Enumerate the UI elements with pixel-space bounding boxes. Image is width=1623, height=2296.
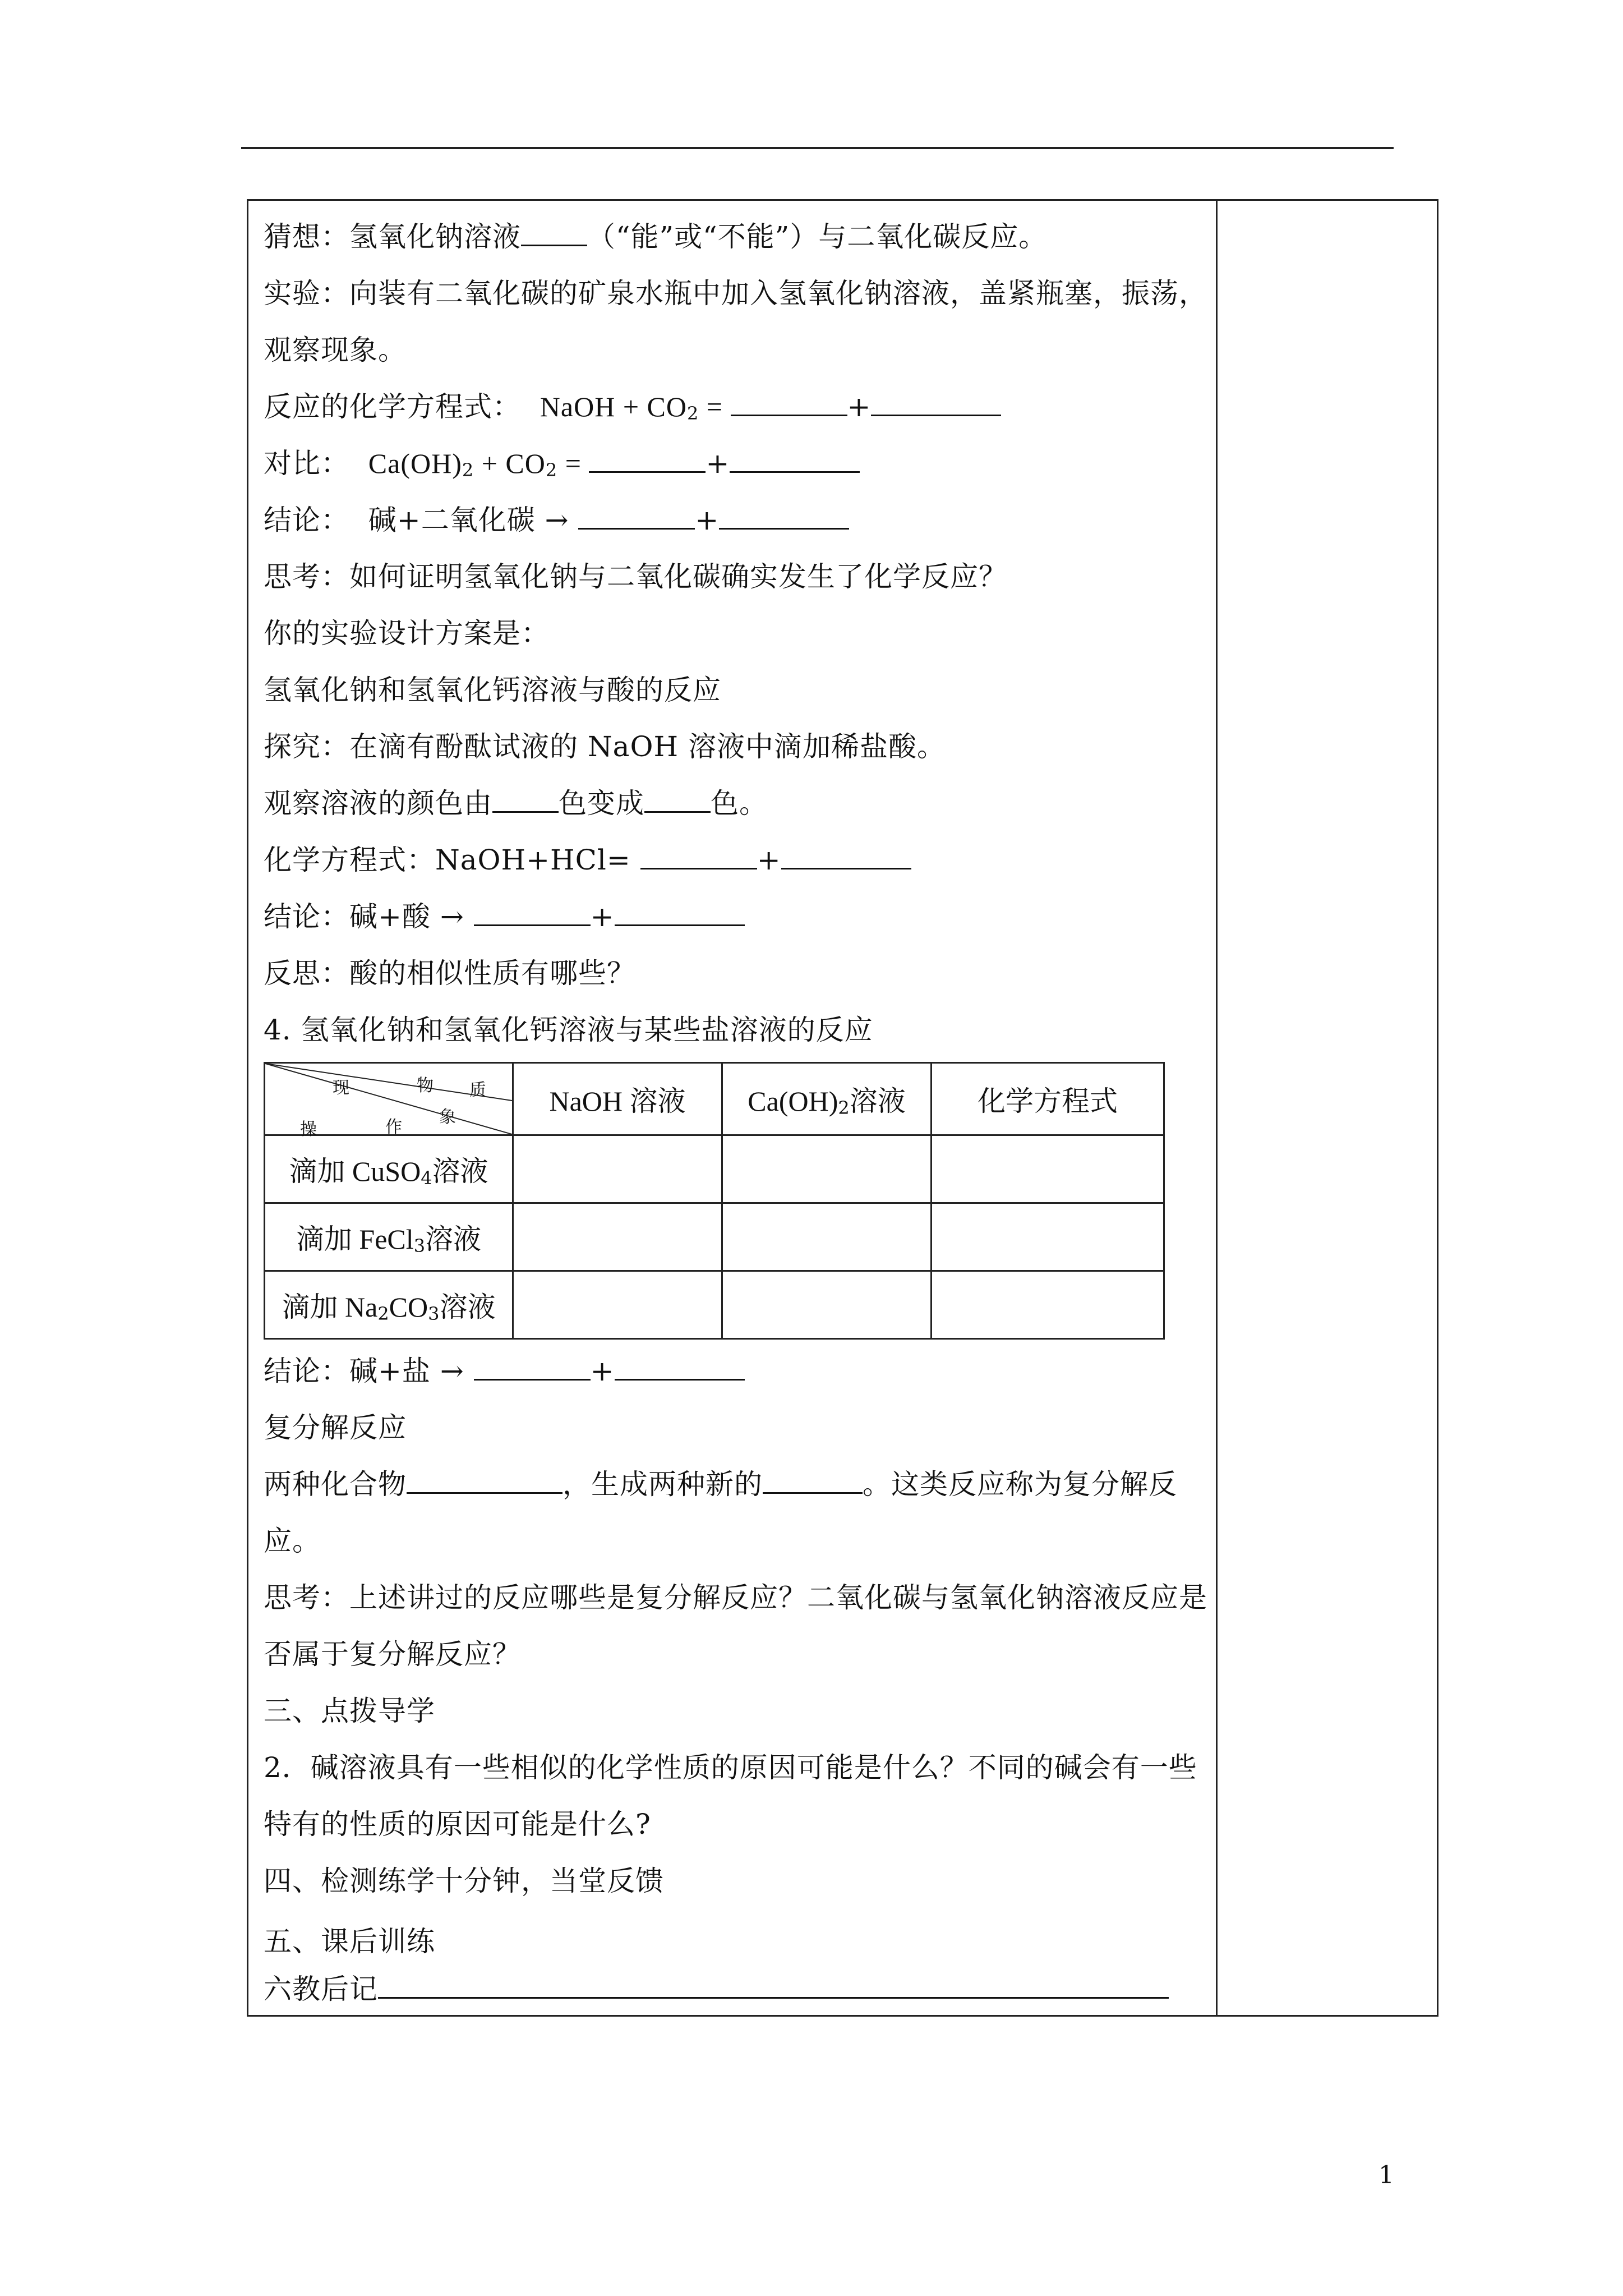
- section-double-decomposition: 复分解反应: [264, 1411, 407, 1444]
- table-header-row: [265, 1063, 1164, 1135]
- answer-cell[interactable]: [932, 1203, 1164, 1271]
- table-row: [265, 1135, 1164, 1203]
- answer-cell[interactable]: [513, 1203, 722, 1271]
- answer-cell[interactable]: [932, 1135, 1164, 1203]
- answer-cell[interactable]: [513, 1135, 722, 1203]
- guess-line: 猜想：氢氧化钠溶液 （“能”或“不能”）与二氧化碳反应。: [264, 209, 1217, 265]
- page-number: 1: [1378, 2161, 1394, 2189]
- equation-line-naoh-hcl: 化学方程式：NaOH+HCl= +: [264, 832, 1217, 889]
- definition-line: 两种化合物 ，生成两种新的 。这类反应称为复分解反: [264, 1456, 1217, 1513]
- observe-line: 观察现象。: [264, 334, 407, 366]
- notes-blank[interactable]: [378, 1967, 1169, 1999]
- question-2-line-end: 特有的性质的原因可能是什么?: [264, 1808, 651, 1841]
- think-line: 思考：如何证明氢氧化钠与二氧化碳确实发生了化学反应？: [264, 560, 1007, 593]
- header-equation: 化学方程式: [932, 1063, 1164, 1135]
- equation-line-naoh-co2: 反应的化学方程式： NaOH + $CO_2$ = +: [264, 379, 1217, 435]
- experiment-line: 实验：向装有二氧化碳的矿泉水瓶中加入氢氧化钠溶液，盖紧瓶塞，振荡，: [264, 277, 1207, 310]
- fill-blank[interactable]: [763, 1458, 863, 1494]
- reflection-line: 反思：酸的相似性质有哪些？: [264, 957, 635, 990]
- header-naoh: NaOH 溶液: [513, 1063, 722, 1135]
- arrow-icon: →: [545, 504, 569, 536]
- design-line: 你的实验设计方案是：: [264, 617, 550, 650]
- fill-blank[interactable]: [730, 438, 860, 473]
- answer-cell[interactable]: [932, 1271, 1164, 1339]
- section-acid-reaction: 氢氧化钠和氢氧化钙溶液与酸的反应: [264, 674, 721, 706]
- answer-cell[interactable]: [722, 1203, 932, 1271]
- fill-blank[interactable]: [492, 777, 559, 813]
- header-rule: [241, 147, 1394, 149]
- row-label: 滴加 $Na_2CO_3$溶液: [265, 1271, 513, 1339]
- answer-cell[interactable]: [722, 1135, 932, 1203]
- fill-blank[interactable]: [871, 381, 1001, 416]
- fill-blank[interactable]: [474, 1345, 591, 1381]
- fill-blank[interactable]: [407, 1458, 562, 1494]
- think-line-2: 思考：上述讲过的反应哪些是复分解反应？二氧化碳与氢氧化钠溶液反应是: [264, 1581, 1207, 1614]
- section-salt-reaction: 4. 氢氧化钠和氢氧化钙溶液与某些盐溶液的反应: [264, 1014, 873, 1046]
- table-row: [265, 1203, 1164, 1271]
- lesson-content: [264, 209, 1217, 2012]
- section-test: 四、检测练学十分钟，当堂反馈: [264, 1865, 664, 1897]
- conclusion-line-acid: 结论：碱+酸 → +: [264, 889, 1217, 945]
- color-change-line: 观察溶液的颜色由 色变成 色。: [264, 775, 1217, 832]
- compare-line: 对比： $Ca(OH)_2 + CO_2$ = +: [264, 435, 1217, 492]
- reaction-table: [264, 1062, 1165, 1340]
- conclusion-line-co2: 结论： 碱+二氧化碳 → +: [264, 492, 1217, 549]
- diagonal-header-cell: 物 质 现 象 操 作: [265, 1063, 513, 1135]
- answer-cell[interactable]: [722, 1271, 932, 1339]
- arrow-icon: →: [440, 1355, 464, 1387]
- fill-blank[interactable]: [731, 381, 847, 416]
- fill-blank[interactable]: [578, 494, 695, 530]
- fill-blank[interactable]: [719, 494, 849, 530]
- fill-blank[interactable]: [615, 1345, 745, 1381]
- section-homework: 五、课后训练: [264, 1925, 435, 1958]
- row-label: 滴加 CuSO$_4$溶液: [265, 1135, 513, 1203]
- fill-blank[interactable]: [589, 438, 706, 473]
- fill-blank[interactable]: [474, 891, 591, 926]
- fill-blank[interactable]: [781, 834, 911, 869]
- header-caoh2: $Ca(OH)_2$溶液: [722, 1063, 932, 1135]
- conclusion-line-salt: 结论：碱+盐 → +: [264, 1343, 1217, 1400]
- arrow-icon: →: [440, 900, 464, 933]
- row-label: 滴加 FeCl$_3$溶液: [265, 1203, 513, 1271]
- think-line-2-end: 否属于复分解反应？: [264, 1638, 521, 1671]
- explore-line: 探究：在滴有酚酞试液的 NaOH 溶液中滴加稀盐酸。: [264, 730, 946, 763]
- definition-line-end: 应。: [264, 1525, 321, 1557]
- fill-blank[interactable]: [644, 777, 711, 813]
- question-2-line: 2．碱溶液具有一些相似的化学性质的原因可能是什么？不同的碱会有一些: [264, 1751, 1197, 1784]
- fill-blank[interactable]: [640, 834, 757, 869]
- section-reflection-notes: 六教后记: [264, 1967, 1217, 2012]
- fill-blank[interactable]: [615, 891, 745, 926]
- section-guidance: 三、点拨导学: [264, 1695, 435, 1727]
- table-row: [265, 1271, 1164, 1339]
- answer-cell[interactable]: [513, 1271, 722, 1339]
- fill-blank[interactable]: [521, 211, 587, 246]
